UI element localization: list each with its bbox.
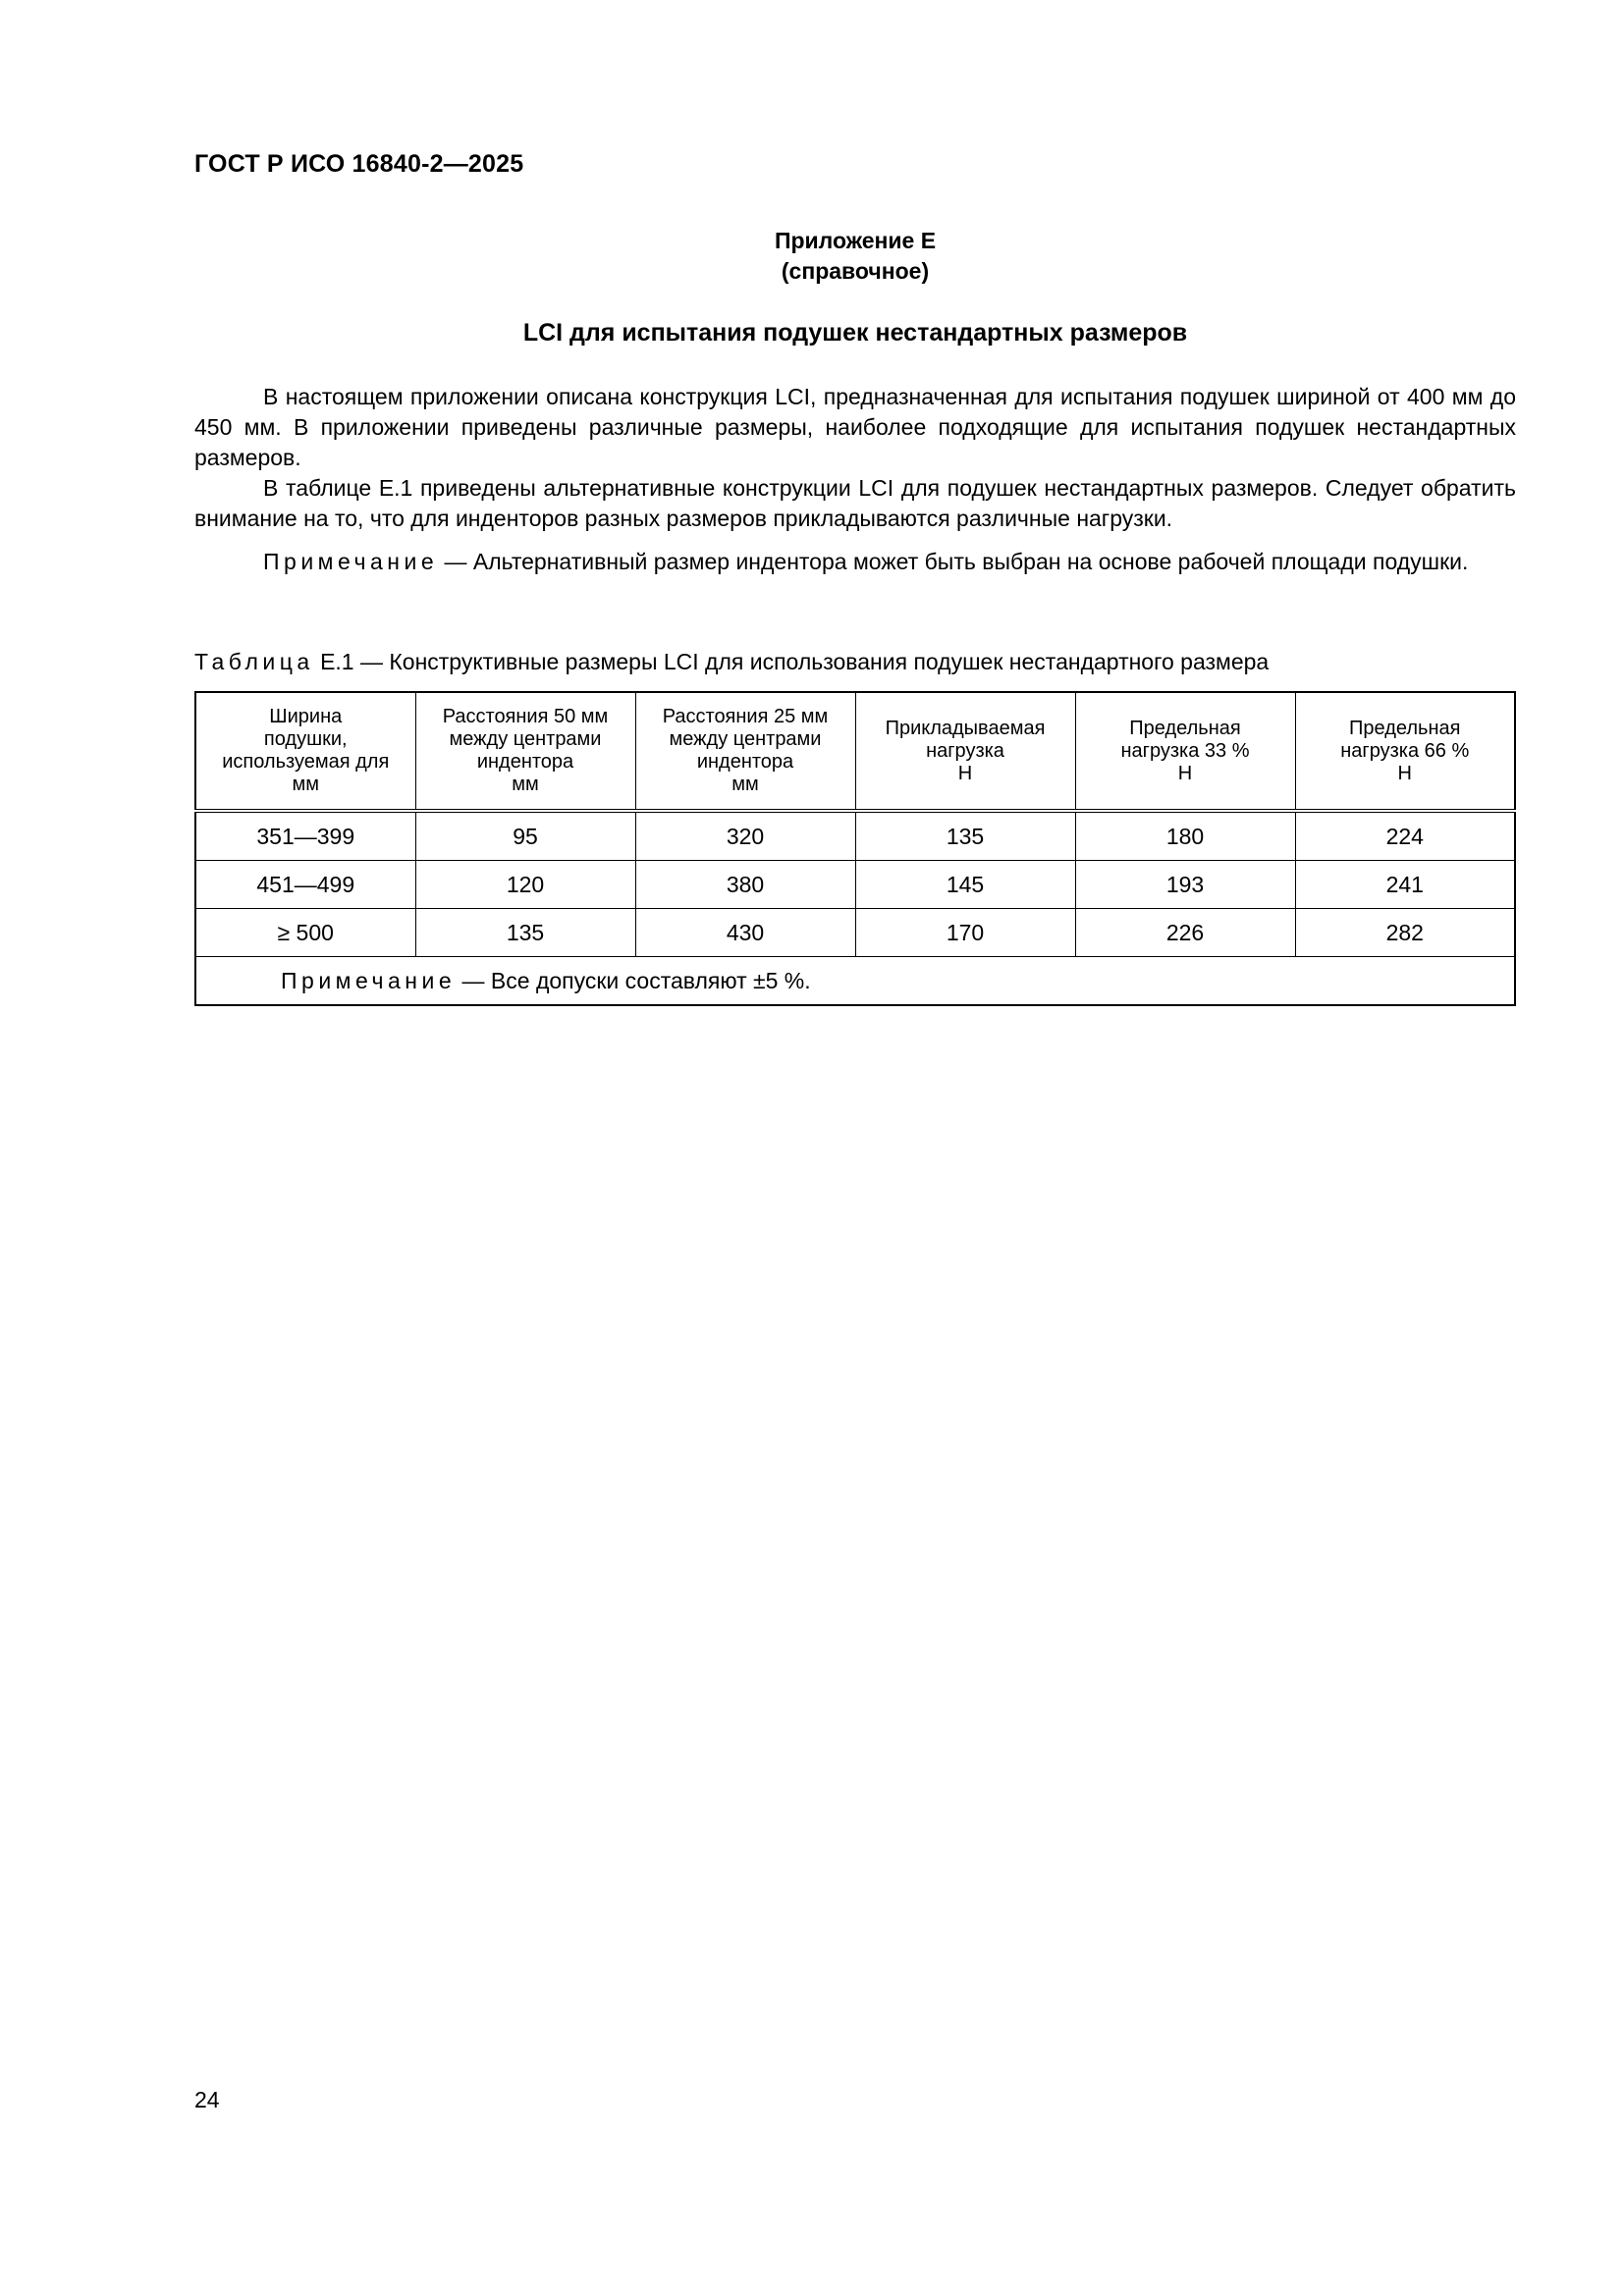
header-line: мм [731, 774, 759, 795]
table-note-text: — Все допуски составляют ±5 %. [456, 967, 811, 993]
header-line: Н [1397, 762, 1412, 784]
header-line: нагрузка 33 % [1120, 739, 1250, 762]
table-cell: 241 [1295, 861, 1515, 909]
standard-id: ГОСТ Р ИСО 16840-2—2025 [194, 150, 524, 178]
table-cell: 380 [635, 861, 855, 909]
header-line: индентора [476, 751, 574, 773]
table-cell: 282 [1295, 909, 1515, 957]
header-line: Н [1177, 762, 1193, 784]
body-text [194, 382, 1516, 577]
table-caption [194, 649, 1269, 675]
table-caption-text: Е.1 — Конструктивные размеры LCI для использования подушек нестандартного размера [313, 649, 1270, 674]
table-cell: 430 [635, 909, 855, 957]
header-distance-25 [635, 692, 855, 811]
note-paragraph [194, 547, 1516, 577]
table-cell: 226 [1075, 909, 1295, 957]
table-cell: 135 [415, 909, 635, 957]
header-line: между центрами [669, 728, 822, 750]
annex-status: (справочное) [781, 258, 930, 284]
page-number: 24 [194, 2087, 220, 2112]
table-cell: 320 [635, 811, 855, 861]
header-line: Расстояния 50 мм [442, 706, 609, 727]
table-cell: ≥ 500 [195, 909, 415, 957]
annex-heading [194, 226, 1516, 287]
table-cell: 170 [855, 909, 1075, 957]
data-table [194, 691, 1516, 1006]
table-row [195, 861, 1515, 909]
header-line: Расстояния 25 мм [662, 706, 829, 727]
table-caption-label: Таблица [194, 649, 314, 674]
header-limit-load-33 [1075, 692, 1295, 811]
header-line: между центрами [449, 728, 602, 750]
table-cell: 95 [415, 811, 635, 861]
annex-title: LCI для испытания подушек нестандартных размеров [522, 319, 1188, 347]
annex-label: Приложение Е [774, 228, 937, 253]
header-limit-load-66 [1295, 692, 1515, 811]
note-label: Примечание [263, 549, 439, 574]
header-line: Ширина [269, 706, 343, 727]
header-distance-50 [415, 692, 635, 811]
table-cell: 193 [1075, 861, 1295, 909]
paragraph-1: В настоящем приложении описана конструкция LCI, предназначенная для испытания подушек шириной от 400 мм до 450 мм. В приложении приведены различные размеры, наиболее подходящие для испытания подушек нестандартных размеров. [194, 384, 1516, 470]
header-cushion-width [195, 692, 415, 811]
table-cell: 120 [415, 861, 635, 909]
table-note [195, 957, 1515, 1006]
header-line: Предельная [1129, 717, 1241, 739]
header-line: Прикладываемая [885, 717, 1046, 739]
header-line: индентора [696, 751, 794, 773]
note-text: — Альтернативный размер индентора может быть выбран на основе рабочей площади подушки. [438, 549, 1469, 574]
header-line: Н [957, 762, 973, 784]
header-line: подушки, [263, 728, 348, 750]
table-row [195, 811, 1515, 861]
header-line: нагрузка [926, 739, 1004, 762]
table-note-label: Примечание [281, 967, 457, 993]
header-line: мм [512, 774, 539, 795]
table-cell: 135 [855, 811, 1075, 861]
table-cell: 180 [1075, 811, 1295, 861]
header-line: используемая для [222, 751, 390, 773]
header-line: мм [292, 774, 319, 795]
table-cell: 351—399 [195, 811, 415, 861]
table-row [195, 909, 1515, 957]
table-cell: 224 [1295, 811, 1515, 861]
table-cell: 145 [855, 861, 1075, 909]
header-line: Предельная [1349, 717, 1461, 739]
header-applied-load [855, 692, 1075, 811]
table-cell: 451—499 [195, 861, 415, 909]
table-header-row [195, 692, 1515, 811]
table-note-row [195, 957, 1515, 1006]
header-line: нагрузка 66 % [1340, 739, 1470, 762]
paragraph-2: В таблице Е.1 приведены альтернативные конструкции LCI для подушек нестандартных размеров. Следует обратить внимание на то, что для инденторов разных размеров прикладываются различные нагрузки. [194, 475, 1516, 531]
